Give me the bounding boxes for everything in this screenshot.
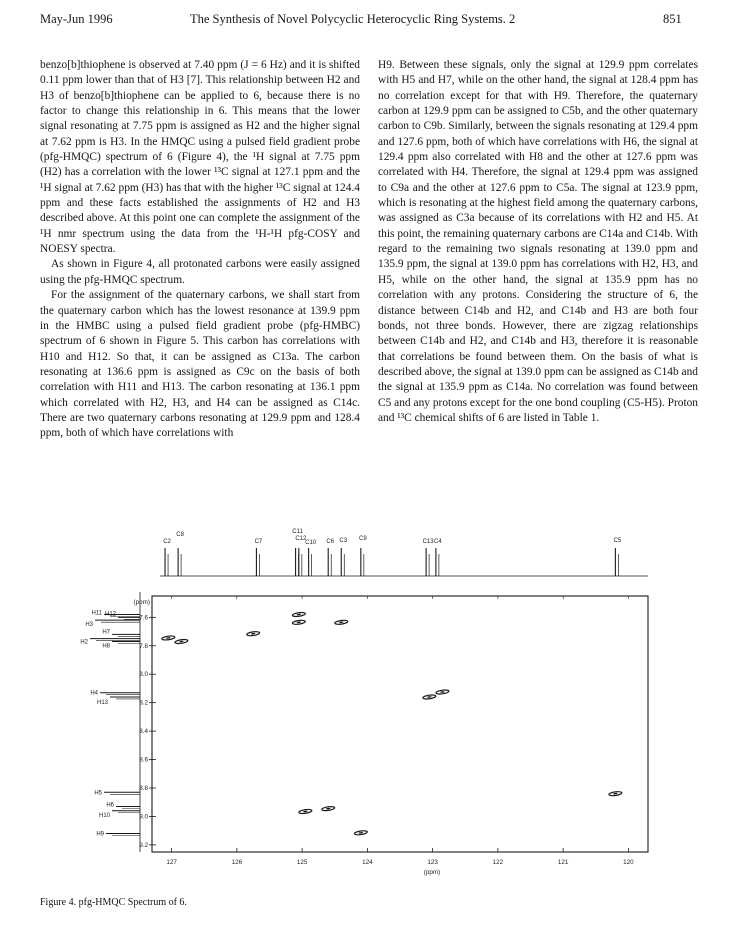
cross-peak-core xyxy=(179,641,184,643)
cross-peak-core xyxy=(613,793,618,795)
proton-peak-label: H2 xyxy=(80,639,88,646)
x-tick-label: 124 xyxy=(362,859,373,866)
carbon-peak-label: C7 xyxy=(254,539,263,545)
x-tick-label: 122 xyxy=(492,859,504,866)
carbon-peak-label: C3 xyxy=(339,538,348,544)
x-tick-label: 126 xyxy=(231,859,243,866)
proton-peak-label: H7 xyxy=(102,629,110,636)
plot-frame xyxy=(152,596,648,852)
x-tick-label: 123 xyxy=(427,859,438,866)
cross-peak-core xyxy=(339,621,344,623)
x-axis-label: (ppm) xyxy=(423,869,441,876)
proton-peak-label: H4 xyxy=(90,690,98,697)
running-header-title: The Synthesis of Novel Polycyclic Heterocyclic Ring Systems. 2 xyxy=(190,12,516,26)
cross-peak-core xyxy=(297,613,302,615)
x-tick-label: 125 xyxy=(296,859,308,866)
carbon-peak-label: C2 xyxy=(163,539,171,545)
cross-peak-core xyxy=(166,637,171,639)
y-tick-label: 8.8 xyxy=(139,785,148,792)
x-tick-label: 121 xyxy=(557,859,569,866)
proton-peak-label: H8 xyxy=(102,643,110,650)
paragraph-right-1: H9. Between these signals, only the signal at 129.9 ppm correlates with H5 and H7, while on the other hand, the signal at 128.4 ppm has no correlation except for that with H9. Therefore, the quaternary carbon at 129.9 ppm can be assigned to C5b, and the other quaternary carbon to C9b. Similarly, between the signals resonating at 129.4 ppm and 127.6 ppm, both of which have correlations with H6, the signal at 129.4 ppm also correlated with H8 and the other at 127.6 ppm was correlated with H4. Therefore, the signal at 129.4 ppm was assigned to C9a and the other at 127.6 ppm to C5a. The signal at 123.9 ppm, which is resonating at the highest field among the quaternary carbons, was assigned as C3a because of its correlations with H2 and H5. At this point, the remaining quaternary carbons are C14a and C14b. With regard to the remaining two signals resonating at 139.0 ppm and 135.9 ppm, the signal at 139.0 ppm has correlations with H2, H3, and H5, while on the other hand, the signal at 135.9 ppm has no correlation with any protons. Considering the structure of 6, the distance between C14b and H2, and C14b and H3 are both four bonds, not three bonds. However, there are zigzag relationships between C14b and H2, and C14b and H3, therefore it is reasonable that correlations be found between them. On the basis of what is described above, the signal at 139.0 ppm can be assigned as C14b and the signal at 135.9 ppm as C14a. No correlation was found between C5 and any protons except for the one bond coupling (C5-H5). Proton and ¹³C chemical shifts of 6 are listed in Table 1. xyxy=(378,59,698,424)
y-tick-label: 8.4 xyxy=(139,728,148,736)
paragraph-left-1: benzo[b]thiophene is observed at 7.40 ppm (J = 6 Hz) and it is shifted 0.11 ppm lower than that of H3 [7]. This relationship between H2 and H3 of benzo[b]thiophene can be applied to 6, because there is no factor to change this relationship in 6. This means that the lower signal resonating at 7.75 ppm is assigned as H2 and the higher signal at 7.62 ppm is H3. In the HMQC using a pulsed field gradient probe (pfg-HMQC) spectrum of 6 (Figure 4), the ¹H signal at 7.75 ppm (H2) has a correlation with the lower ¹³C signal at 127.1 ppm and the ¹H signal at 7.62 ppm (H3) has that with the higher ¹³C signal at 124.4 ppm and these facts established the assignments of H2 and H3 described above. At this point one can complete the assignment of the ¹H nmr spectrum using the data from the ¹H-¹H pfg-COSY and NOESY spectra. xyxy=(40,59,360,256)
x-tick-label: 120 xyxy=(623,859,634,866)
carbon-peak-label: C9 xyxy=(359,536,367,542)
running-header-date: May-Jun 1996 xyxy=(40,12,113,26)
page-number: 851 xyxy=(663,12,682,26)
x-tick-label: 127 xyxy=(166,859,177,866)
proton-peak-label: H6 xyxy=(106,802,114,809)
proton-peak-label: H13 xyxy=(96,699,108,706)
proton-peak-label: H12 xyxy=(104,611,116,618)
y-tick-label: 7.6 xyxy=(139,614,148,622)
y-tick-label: 7.8 xyxy=(139,642,148,650)
carbon-peak-label: C6 xyxy=(326,539,335,545)
cross-peak-core xyxy=(326,808,331,810)
cross-peak-core xyxy=(251,633,256,635)
cross-peak-core xyxy=(303,810,308,812)
paragraph-left-2: As shown in Figure 4, all protonated carbons were easily assigned using the pfg-HMQC spectrum. xyxy=(40,258,360,286)
carbon-peak-label: C11 xyxy=(292,529,303,535)
paragraph-left-3: For the assignment of the quaternary carbons, we shall start from the quaternary carbon which has the lowest resonance at 139.9 ppm in the HMBC using a pulsed field gradient probe (pfg-HMBC) spectrum of 6 shown in Figure 5. This carbon has correlations with H10 and H12. So that, it can be assigned as C13a. The carbon resonating at 136.6 ppm is assigned as C9c on the basis of both correlation with H11 and H13. The carbon resonating at 136.1 ppm which correlated with H2, H3, and H4 can be assigned as C14c. There are two quaternary carbons resonating at 129.9 ppm and 128.4 ppm, both of which have correlations with xyxy=(40,289,360,440)
figure-caption: Figure 4. pfg-HMQC Spectrum of 6. xyxy=(40,897,187,908)
y-tick-label: 9.0 xyxy=(139,813,148,821)
carbon-peak-label: C4 xyxy=(434,539,442,545)
carbon-peak-label: C5 xyxy=(613,538,622,544)
y-tick-label: 9.2 xyxy=(139,841,148,849)
carbon-peak-label: C8 xyxy=(176,532,184,538)
cross-peak-core xyxy=(440,691,445,693)
y-tick-label: 8.0 xyxy=(139,671,148,679)
proton-peak-label: H11 xyxy=(91,610,102,617)
y-tick-label: 8.6 xyxy=(139,756,148,764)
cross-peak-core xyxy=(427,696,432,698)
carbon-peak-label: C13 xyxy=(422,539,434,545)
carbon-peak-label: C10 xyxy=(305,540,317,546)
cross-peak-core xyxy=(359,832,364,834)
y-tick-label: 8.2 xyxy=(139,699,148,707)
proton-peak-label: H5 xyxy=(94,790,102,797)
carbon-peak-label: C12 xyxy=(295,536,307,542)
y-axis-label: (ppm) xyxy=(133,599,150,606)
cross-peak-core xyxy=(297,621,302,623)
proton-peak-label: H9 xyxy=(96,831,104,838)
proton-peak-label: H3 xyxy=(85,622,93,629)
proton-peak-label: H10 xyxy=(98,812,110,819)
